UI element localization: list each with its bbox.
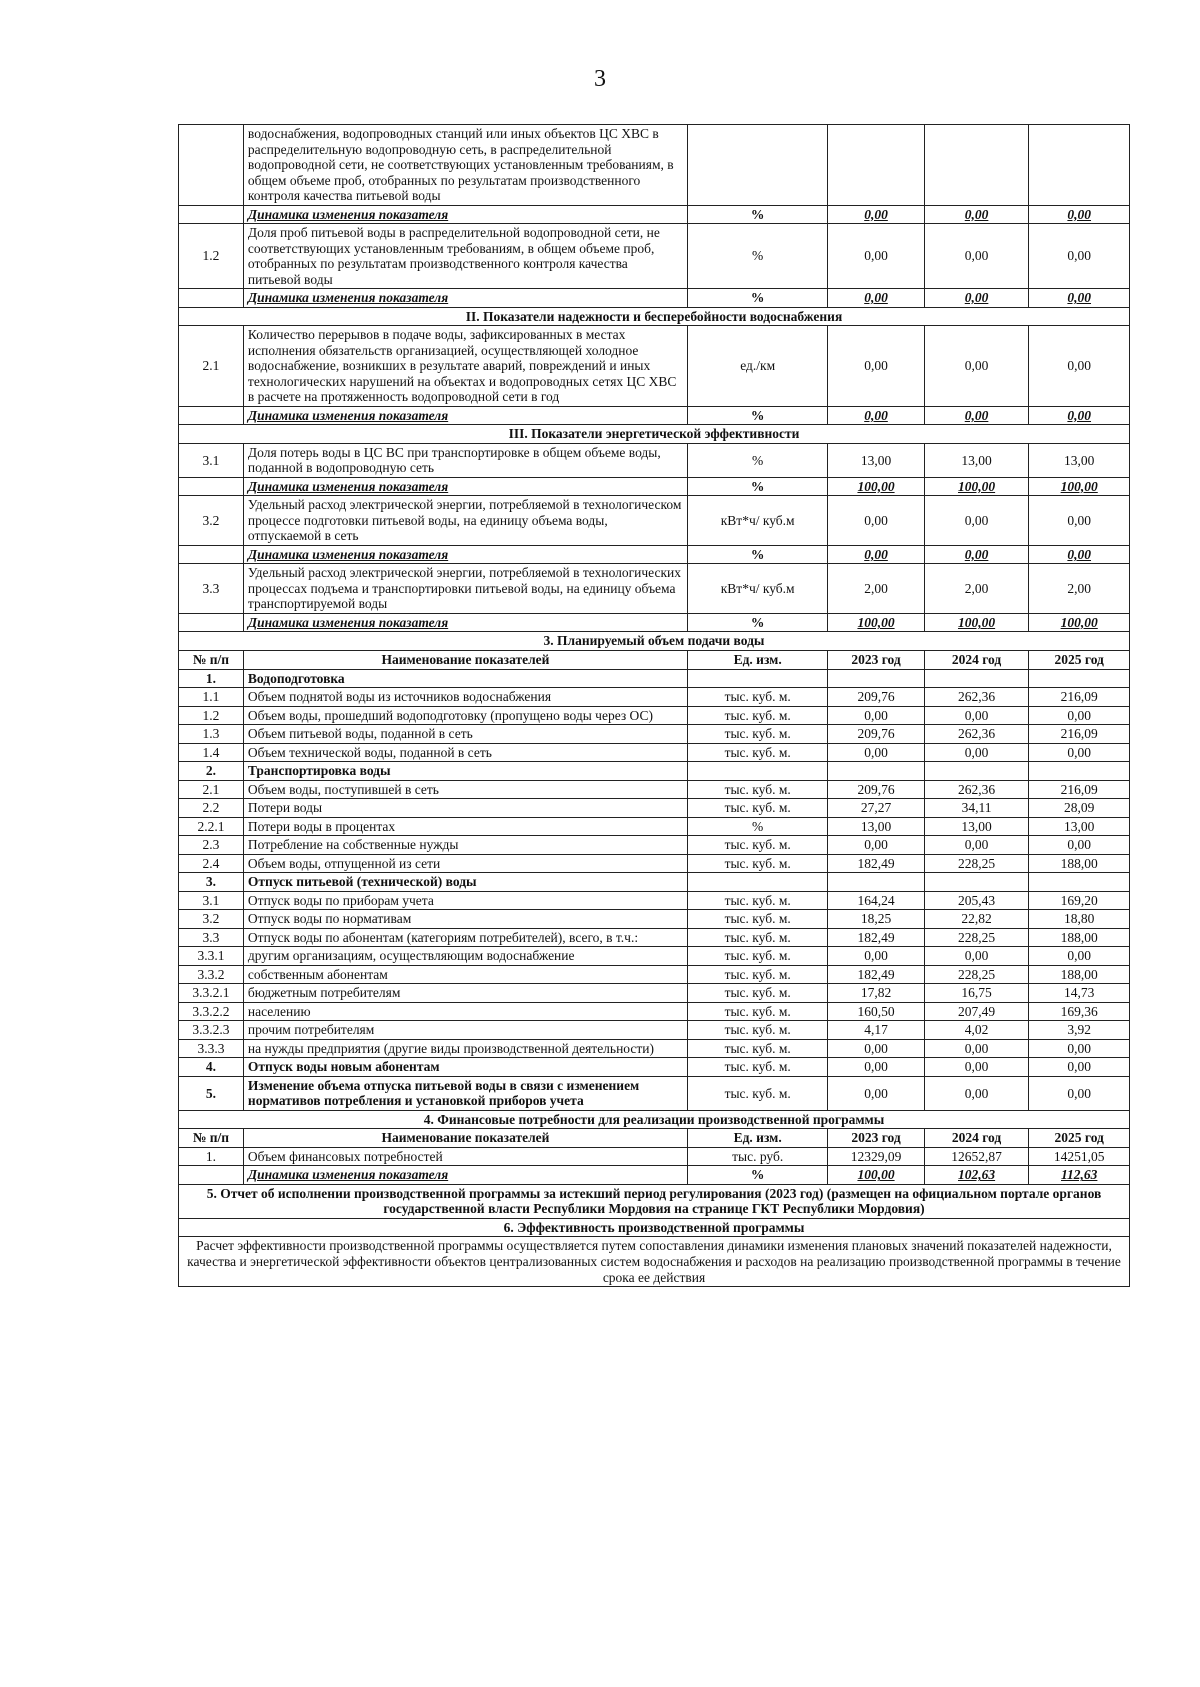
- indicator-row: [179, 125, 1130, 206]
- dynamics-row: Динамика изменения показателя % 0,00 0,00 0,00: [179, 289, 1130, 308]
- volume-row: 3.3.2.2 населению тыс. куб. м. 160,50 207,49 169,36: [179, 1002, 1130, 1021]
- volume-indicator-name: Объем воды, прошедший водоподготовку (пропущено воды через ОС): [243, 706, 687, 725]
- volume-row: 2. Транспортировка воды: [179, 762, 1130, 781]
- indicator-row: 2.1 Количество перерывов в подаче воды, зафиксированных в местах исполнения обязательств организацией, осуществляющей холодное водоснабжение, возникших в результате аварий, повреждений и иных технологических нарушений на объектах и водопроводных сетях ЦС ХВС в расчете на протяженность водопроводной сети в год ед./км 0,00 0,00 0,00: [179, 326, 1130, 407]
- dynamics-label: Динамика изменения показателя: [243, 613, 687, 632]
- volume-row: 3.3.2.1 бюджетным потребителям тыс. куб. м. 17,82 16,75 14,73: [179, 984, 1130, 1003]
- volume-row: 3.3.1 другим организациям, осуществляющим водоснабжение тыс. куб. м. 0,00 0,00 0,00: [179, 947, 1130, 966]
- volume-indicator-name: Водоподготовка: [243, 669, 687, 688]
- volume-indicator-name: Транспортировка воды: [243, 762, 687, 781]
- dynamics-label: Динамика изменения показателя: [243, 205, 687, 224]
- indicator-name: Доля проб питьевой воды в распределительной водопроводной сети, не соответствующих установленным требованиям, в общем объеме проб, отобранных по результатам производственного контроля качества питьевой воды: [243, 224, 687, 289]
- volume-indicator-name: Объем питьевой воды, поданной в сеть: [243, 725, 687, 744]
- finance-row: 1. Объем финансовых потребностей тыс. руб. 12329,09 12652,87 14251,05: [179, 1147, 1130, 1166]
- table-header-row: № п/п Наименование показателей Ед. изм. 2023 год 2024 год 2025 год: [179, 1129, 1130, 1148]
- section-heading: III. Показатели энергетической эффективности: [179, 425, 1130, 444]
- volume-indicator-name: другим организациям, осуществляющим водоснабжение: [243, 947, 687, 966]
- indicator-name: Удельный расход электрической энергии, потребляемой в технологическом процессе подготовки питьевой воды, на единицу объема воды, отпускаемой в сеть: [243, 496, 687, 546]
- volume-indicator-name: Потери воды: [243, 799, 687, 818]
- section-heading: 6. Эффективность производственной программы: [179, 1218, 1130, 1237]
- volume-indicator-name: собственным абонентам: [243, 965, 687, 984]
- page-number: 3: [594, 66, 606, 92]
- volume-row: 1.1 Объем поднятой воды из источников водоснабжения тыс. куб. м. 209,76 262,36 216,09: [179, 688, 1130, 707]
- section-heading: 4. Финансовые потребности для реализации производственной программы: [179, 1110, 1130, 1129]
- volume-indicator-name: Объем воды, отпущенной из сети: [243, 854, 687, 873]
- volume-row: 2.2 Потери воды тыс. куб. м. 27,27 34,11 28,09: [179, 799, 1130, 818]
- volume-row: 2.1 Объем воды, поступившей в сеть тыс. куб. м. 209,76 262,36 216,09: [179, 780, 1130, 799]
- indicator-name: Количество перерывов в подаче воды, зафиксированных в местах исполнения обязательств организацией, осуществляющей холодное водоснабжение, возникших в результате аварий, повреждений и иных технологических нарушений на объектах и водопроводных сетях ЦС ХВС в расчете на протяженность водопроводной сети в год: [243, 326, 687, 407]
- indicator-row: 3.2 Удельный расход электрической энергии, потребляемой в технологическом процессе подготовки питьевой воды, на единицу объема воды, отпускаемой в сеть кВт*ч/ куб.м 0,00 0,00 0,00: [179, 496, 1130, 546]
- volume-indicator-name: Отпуск питьевой (технической) воды: [243, 873, 687, 892]
- dynamics-row: Динамика изменения показателя % 100,00 100,00 100,00: [179, 477, 1130, 496]
- volume-row: 1.2 Объем воды, прошедший водоподготовку (пропущено воды через ОС) тыс. куб. м. 0,00 0,00 0,00: [179, 706, 1130, 725]
- volume-indicator-name: Объем поднятой воды из источников водоснабжения: [243, 688, 687, 707]
- volume-indicator-name: Отпуск воды по абонентам (категориям потребителей), всего, в т.ч.:: [243, 928, 687, 947]
- dynamics-row: Динамика изменения показателя % 0,00 0,00 0,00: [179, 205, 1130, 224]
- indicator-row: 3.3 Удельный расход электрической энергии, потребляемой в технологических процессах подъема и транспортировки питьевой воды, на единицу объема транспортируемой воды кВт*ч/ куб.м 2,00 2,00 2,00: [179, 564, 1130, 614]
- volume-row: 3.1 Отпуск воды по приборам учета тыс. куб. м. 164,24 205,43 169,20: [179, 891, 1130, 910]
- dynamics-label: Динамика изменения показателя: [243, 477, 687, 496]
- indicator-name: Удельный расход электрической энергии, потребляемой в технологических процессах подъема и транспортировки питьевой воды, на единицу объема транспортируемой воды: [243, 564, 687, 614]
- volume-row: 1.4 Объем технической воды, поданной в сеть тыс. куб. м. 0,00 0,00 0,00: [179, 743, 1130, 762]
- dynamics-row: Динамика изменения показателя % 100,00 100,00 100,00: [179, 613, 1130, 632]
- volume-indicator-name: Отпуск воды по приборам учета: [243, 891, 687, 910]
- volume-indicator-name: населению: [243, 1002, 687, 1021]
- dynamics-label: Динамика изменения показателя: [243, 1166, 687, 1185]
- table-header-row: № п/п Наименование показателей Ед. изм. 2023 год 2024 год 2025 год: [179, 650, 1130, 669]
- volume-row: 3. Отпуск питьевой (технической) воды: [179, 873, 1130, 892]
- indicator-row: 1.2 Доля проб питьевой воды в распределительной водопроводной сети, не соответствующих установленным требованиям, в общем объеме проб, отобранных по результатам производственного контроля качества питьевой воды % 0,00 0,00 0,00: [179, 224, 1130, 289]
- volume-row: 1. Водоподготовка: [179, 669, 1130, 688]
- volume-indicator-name: Объем технической воды, поданной в сеть: [243, 743, 687, 762]
- section-heading: II. Показатели надежности и бесперебойности водоснабжения: [179, 307, 1130, 326]
- dynamics-row: Динамика изменения показателя % 100,00 102,63 112,63: [179, 1166, 1130, 1185]
- volume-indicator-name: Отпуск воды новым абонентам: [243, 1058, 687, 1077]
- volume-rows: [179, 669, 1130, 1110]
- dynamics-row: Динамика изменения показателя % 0,00 0,00 0,00: [179, 545, 1130, 564]
- volume-row: 2.4 Объем воды, отпущенной из сети тыс. куб. м. 182,49 228,25 188,00: [179, 854, 1130, 873]
- dynamics-label: Динамика изменения показателя: [243, 289, 687, 308]
- volume-indicator-name: Изменение объема отпуска питьевой воды в связи с изменением нормативов потребления и установкой приборов учета: [243, 1076, 687, 1110]
- volume-indicator-name: Потери воды в процентах: [243, 817, 687, 836]
- efficiency-text-row: [179, 1237, 1130, 1287]
- indicator-name: водоснабжения, водопроводных станций или иных объектов ЦС ХВС в распределительную водопроводную сеть, в распределительной водопроводной сети, не соответствующих установленным требованиям, в общем объеме проб, отобранных по результатам производственного контроля качества питьевой воды: [243, 125, 687, 206]
- indicator-name: Доля потерь воды в ЦС ВС при транспортировке в общем объеме воды, поданной в водопроводную сеть: [243, 443, 687, 477]
- section-heading: 5. Отчет об исполнении производственной программы за истекший период регулирования (2023 год) (размещен на официальном портале органов государственной власти Республики Мордовия на странице ГКТ Республики Мордовия): [179, 1184, 1130, 1218]
- volume-indicator-name: Объем воды, поступившей в сеть: [243, 780, 687, 799]
- volume-row: 4. Отпуск воды новым абонентам тыс. куб. м. 0,00 0,00 0,00: [179, 1058, 1130, 1077]
- volume-indicator-name: Отпуск воды по нормативам: [243, 910, 687, 929]
- dynamics-row: Динамика изменения показателя % 0,00 0,00 0,00: [179, 406, 1130, 425]
- volume-row: 1.3 Объем питьевой воды, поданной в сеть тыс. куб. м. 209,76 262,36 216,09: [179, 725, 1130, 744]
- volume-indicator-name: бюджетным потребителям: [243, 984, 687, 1003]
- volume-indicator-name: прочим потребителям: [243, 1021, 687, 1040]
- volume-row: 3.2 Отпуск воды по нормативам тыс. куб. м. 18,25 22,82 18,80: [179, 910, 1130, 929]
- volume-row: 2.3 Потребление на собственные нужды тыс. куб. м. 0,00 0,00 0,00: [179, 836, 1130, 855]
- indicator-row: 3.1 Доля потерь воды в ЦС ВС при транспортировке в общем объеме воды, поданной в водопроводную сеть % 13,00 13,00 13,00: [179, 443, 1130, 477]
- section-heading: 3. Планируемый объем подачи воды: [179, 632, 1130, 651]
- volume-row: 3.3.3 на нужды предприятия (другие виды производственной деятельности) тыс. куб. м. 0,00 0,00 0,00: [179, 1039, 1130, 1058]
- dynamics-label: Динамика изменения показателя: [243, 406, 687, 425]
- volume-row: 5. Изменение объема отпуска питьевой воды в связи с изменением нормативов потребления и установкой приборов учета тыс. куб. м. 0,00 0,00 0,00: [179, 1076, 1130, 1110]
- volume-row: 3.3 Отпуск воды по абонентам (категориям потребителей), всего, в т.ч.: тыс. куб. м. 182,49 228,25 188,00: [179, 928, 1130, 947]
- volume-row: 2.2.1 Потери воды в процентах % 13,00 13,00 13,00: [179, 817, 1130, 836]
- dynamics-label: Динамика изменения показателя: [243, 545, 687, 564]
- volume-indicator-name: на нужды предприятия (другие виды производственной деятельности): [243, 1039, 687, 1058]
- volume-row: 3.3.2 собственным абонентам тыс. куб. м. 182,49 228,25 188,00: [179, 965, 1130, 984]
- volume-indicator-name: Потребление на собственные нужды: [243, 836, 687, 855]
- efficiency-text: Расчет эффективности производственной программы осуществляется путем сопоставления динамики изменения плановых значений показателей надежности, качества и энергетической эффективности объектов централизованных систем водоснабжения и расходов на реализацию производственной программы в течение срока ее действия: [179, 1237, 1130, 1287]
- volume-row: 3.3.2.3 прочим потребителям тыс. куб. м. 4,17 4,02 3,92: [179, 1021, 1130, 1040]
- program-table: [178, 124, 1130, 1287]
